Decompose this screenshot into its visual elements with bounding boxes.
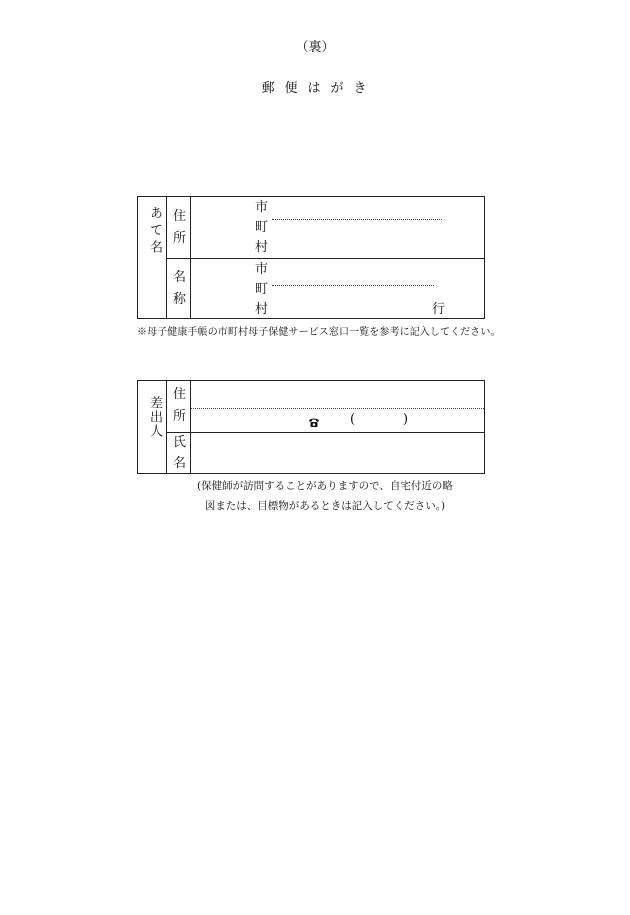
phone-paren-close: )	[403, 412, 409, 427]
side-label: （裏）	[295, 40, 335, 55]
recipient-write-line[interactable]	[272, 285, 434, 286]
municipality-char: 町	[255, 282, 269, 297]
municipality-char: 村	[255, 240, 269, 255]
municipality-char: 市	[255, 262, 269, 277]
address-label-char: 住	[173, 209, 187, 224]
postcard-title: 郵便はがき	[261, 81, 377, 96]
addressee-group-label: あて名	[147, 206, 162, 257]
phone-paren-open: (	[350, 412, 356, 427]
sender-group-label: 差出人	[147, 396, 162, 438]
sender-address-label-char: 住	[173, 387, 187, 402]
sender-name-label-char: 名	[173, 456, 187, 471]
address-write-line[interactable]	[272, 219, 442, 220]
telephone-icon	[308, 413, 320, 432]
addressee-box	[137, 196, 485, 319]
addressee-note: ※母子健康手帳の市町村母子保健サービス窓口一覧を参考に記入してください。	[137, 327, 501, 338]
divider	[166, 381, 167, 473]
address-label-char: 所	[173, 231, 187, 246]
municipality-char: 市	[255, 200, 269, 215]
sender-address-label-char: 所	[173, 409, 187, 424]
recipient-suffix: 行	[432, 302, 446, 317]
divider	[166, 258, 484, 259]
sender-note-line2: 図または、目標物があるときは記入してください。)	[204, 500, 446, 512]
sender-name-field[interactable]	[191, 433, 484, 473]
sender-note-line1: (保健師が訪問することがありますので、自宅付近の略	[197, 480, 453, 492]
sender-name-label-char: 氏	[173, 435, 187, 450]
name-label-char: 称	[173, 292, 187, 307]
name-label-char: 名	[173, 270, 187, 285]
municipality-char: 町	[255, 220, 269, 235]
sender-box	[137, 380, 485, 474]
municipality-char: 村	[255, 302, 269, 317]
sender-address-field[interactable]	[191, 381, 484, 408]
sender-phone-row[interactable]	[191, 409, 484, 432]
